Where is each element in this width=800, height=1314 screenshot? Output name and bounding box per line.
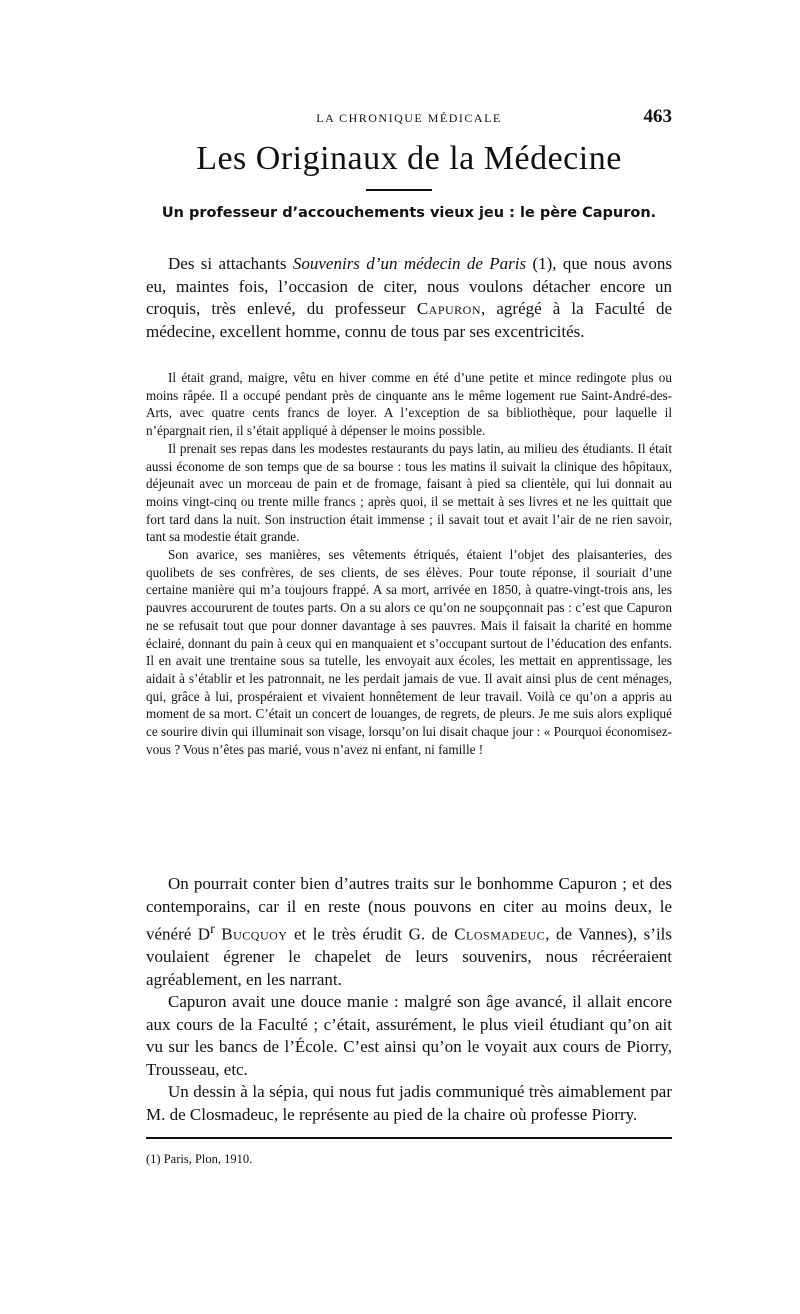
intro-text-5: , agrégé à la Faculté de médecine, excellent homme, connu de tous par ses excentricités. (146, 299, 672, 341)
body-paragraph-1 (146, 873, 672, 991)
quote-paragraph-3: Son avarice, ses manières, ses vêtements étriqués, étaient l’objet des plaisanteries, des quolibets de ses confrères, de ses clients, de ses élèves. Pour toute réponse, il souriait d’une certaine manière qui m’a toujours frappé. A sa mort, arrivée en 1850, à quatre-vingt-trois ans, les pauvres accoururent de toutes parts. On a su alors ce qu’on ne soupçonnait pas : c’est que Capuron ne se refusait tout que pour donner davantage à ses pauvres. Mais il faisait la charité en homme éclairé, donnant du pain à ceux qui en manquaient et s’occupant surtout de l’éducation des enfants. Il en avait une trentaine sous sa tutelle, les envoyait aux écoles, les mettait en apprentissage, les aidait à s’établir et les patronnait, ne les perdait jamais de vue. Il avait ainsi plus de cent ménages, qui, grâce à lui, prospéraient et vivaient honnêtement de leur travail. Voilà ce qu’on a appris au moment de sa mort. C’était un concert de louanges, de regrets, de pleurs. Je me suis alors expliqué ce sourire divin qui illuminait son visage, lorsqu’on lui disait chaque jour : « Pourquoi économisez-vous ? Vous n’êtes pas marié, vous n’avez ni enfant, ni famille ! (146, 547, 672, 757)
book-title: Souvenirs d’un médecin de Paris (292, 254, 527, 273)
name-closmadeuc: Closmadeuc (454, 924, 546, 944)
name-capuron: Capuron (416, 299, 481, 318)
quotation-block (146, 369, 672, 758)
footnote-separator (146, 1137, 672, 1139)
running-head (146, 108, 672, 130)
article-subtitle: Un professeur d’accouchements vieux jeu : le père Capuron. (161, 205, 657, 221)
intro-text-1: Des si attachants (168, 254, 293, 273)
footnote: (1) Paris, Plon, 1910. (146, 1152, 253, 1166)
body-paragraph-3: Un dessin à la sépia, qui nous fut jadis communiqué très aimablement par M. de Closmadeuc, le représente au pied de la chaire où professe Piorry. (146, 1082, 672, 1124)
intro-text (146, 253, 672, 343)
body-p1-text-e: , de Vannes), s’ils voulaient égrener le chapelet de leurs souvenirs, nous récréeraient agréablement, en les narrant. (146, 924, 673, 989)
body-p1-text-a: On pourrait conter bien d’autres traits sur le bonhomme Capuron ; et des contemporains, car il en reste (nous pouvons en citer au moins deux, le vénéré D (146, 874, 672, 944)
article-title: Les Originaux de la Médecine (196, 140, 622, 177)
title-divider (366, 189, 432, 191)
journal-title: LA CHRONIQUE MÉDICALE (316, 111, 502, 125)
body-text (146, 873, 672, 1126)
body-p1-text-c: et le très érudit G. de (287, 924, 455, 944)
doctor-abbrev-sup: r (210, 921, 215, 937)
intro-paragraph (146, 253, 672, 343)
intro-text-3: (1), que nous avons eu, maintes fois, l’occasion de citer, nous voulons détacher encore un croquis, très enlevé, du professeur (146, 254, 672, 318)
page-number: 463 (643, 106, 672, 127)
body-paragraph-2: Capuron avait une douce manie : malgré son âge avancé, il allait encore aux cours de la Faculté ; c’était, assurément, le plus vieil étudiant qu’on ait vu sur les bancs de l’École. C’est ainsi qu’on le voyait aux cours de Piorry, Trousseau, etc. (146, 992, 672, 1079)
quote-paragraph-1: Il était grand, maigre, vêtu en hiver comme en été d’une petite et mince redingote plus ou moins râpée. Il a occupé pendant près de cinquante ans le même logement rue Saint-André-des-Arts, avec quatre cents francs de loyer. A l’exception de sa bibliothèque, pour laquelle il n’épargnait rien, il s’était appliqué à dépenser le moins possible. (146, 370, 672, 439)
name-bucquoy: Bucquoy (221, 924, 288, 944)
quote-paragraph-2: Il prenait ses repas dans les modestes restaurants du pays latin, au milieu des étudiants. Il était aussi économe de son temps que de sa bourse : tous les matins il suivait la clinique des hôpitaux, déjeunait avec un morceau de pain et de fromage, faisant à pied sa clientèle, qui lui donnait au moins vingt-cinq ou trente mille francs ; après quoi, il se mettait à ses livres et ne les quittait que fort tard dans la nuit. Son instruction était immense ; il savait tout et avait l’air de ne rien savoir, tant sa modestie était grande. (146, 440, 672, 545)
